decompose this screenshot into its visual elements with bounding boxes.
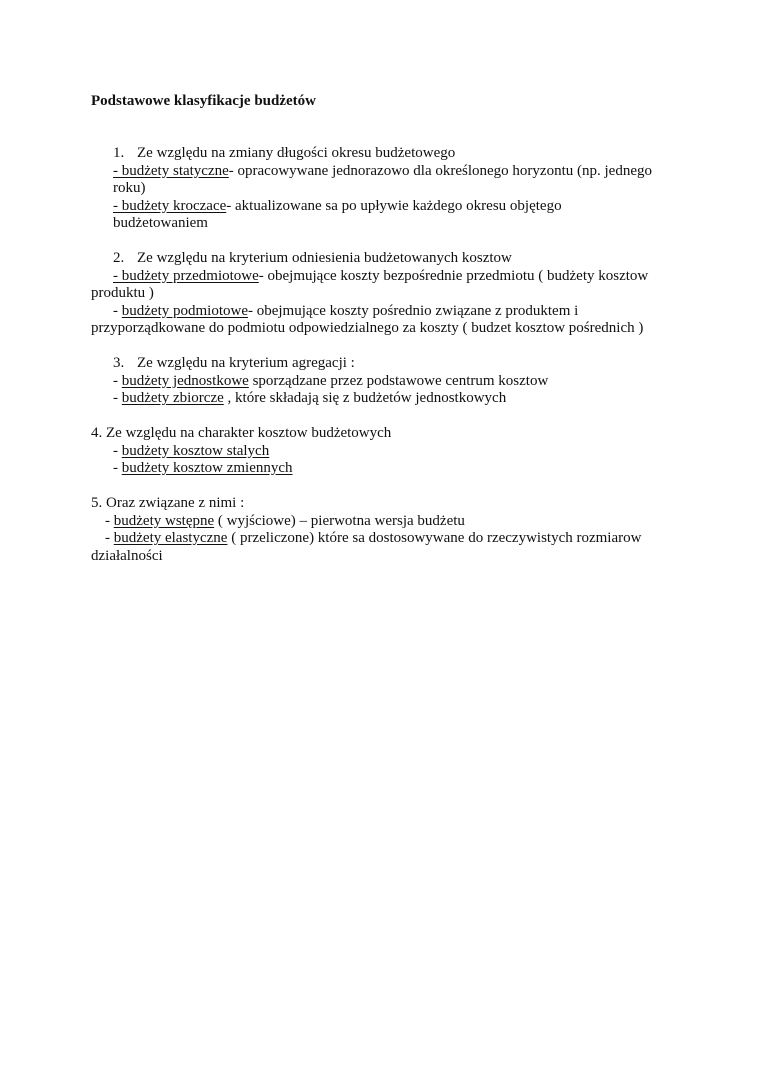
section-4-heading: 4. Ze względu na charakter kosztow budżetowych [91,425,392,441]
term-budzety-przedmiotowe: - budżety przedmiotowe [113,267,259,284]
section-2-heading: 2. Ze względu na kryterium odniesienia budżetowanych kosztow [113,250,512,266]
term-budzety-podmiotowe: budżety podmiotowe [121,302,248,319]
term-budzety-kosztow-zmiennych: budżety kosztow zmiennych [121,460,293,476]
spacer [91,478,676,496]
section-5-item-b-cont: działalności [91,547,163,564]
term-budzety-statyczne: - budżety statyczne [113,162,229,179]
section-2-item-a-cont: produktu ) [91,285,154,301]
section-1-item-a-cont: roku) [113,180,146,196]
document-body [91,145,676,565]
spacer [91,408,676,426]
term-budzety-zbiorcze: budżety zbiorcze [121,390,224,406]
section-1-item-b: - budżety kroczace- aktualizowane sa po upływie każdego okresu objętego [113,197,562,214]
section-2-item-b-cont: przyporządkowane do podmiotu odpowiedzialnego za koszty ( budzet kosztow pośrednich ) [91,320,644,336]
section-3-item-b: - budżety zbiorcze , które składają się z budżetów jednostkowych [113,390,507,406]
document-title: Podstawowe klasyfikacje budżetów [91,93,316,109]
term-budzety-wstepne: budżety wstępne [113,512,215,529]
term-budzety-kosztow-stalych: budżety kosztow stalych [121,442,270,459]
section-5-item-a: - budżety wstępne ( wyjściowe) – pierwotna wersja budżetu [105,512,465,529]
section-5-heading: 5. Oraz związane z nimi : [91,495,245,511]
section-3-item-a: - budżety jednostkowe sporządzane przez podstawowe centrum kosztow [113,372,549,389]
section-5-item-b: - budżety elastyczne ( przeliczone) które sa dostosowywane do rzeczywistych rozmiarow [105,530,642,546]
term-budzety-jednostkowe: budżety jednostkowe [121,372,249,389]
spacer [91,233,676,251]
section-4-item-a: - budżety kosztow stalych [113,442,270,459]
section-4-item-b: - budżety kosztow zmiennych [113,460,293,476]
term-budzety-kroczace: - budżety kroczace [113,197,227,214]
spacer [91,338,676,356]
section-3-heading: 3. Ze względu na kryterium agregacji : [113,355,355,371]
section-1-item-b-cont: budżetowaniem [113,215,208,231]
section-1-heading: 1. Ze względu na zmiany długości okresu budżetowego [113,145,456,161]
term-budzety-elastyczne: budżety elastyczne [113,530,228,546]
section-2-item-a: - budżety przedmiotowe- obejmujące koszty bezpośrednie przedmiotu ( budżety kosztow [113,267,649,284]
section-1-item-a: - budżety statyczne- opracowywane jednorazowo dla określonego horyzontu (np. jednego [113,162,652,179]
section-2-item-b: - budżety podmiotowe- obejmujące koszty pośrednio związane z produktem i [113,302,579,319]
